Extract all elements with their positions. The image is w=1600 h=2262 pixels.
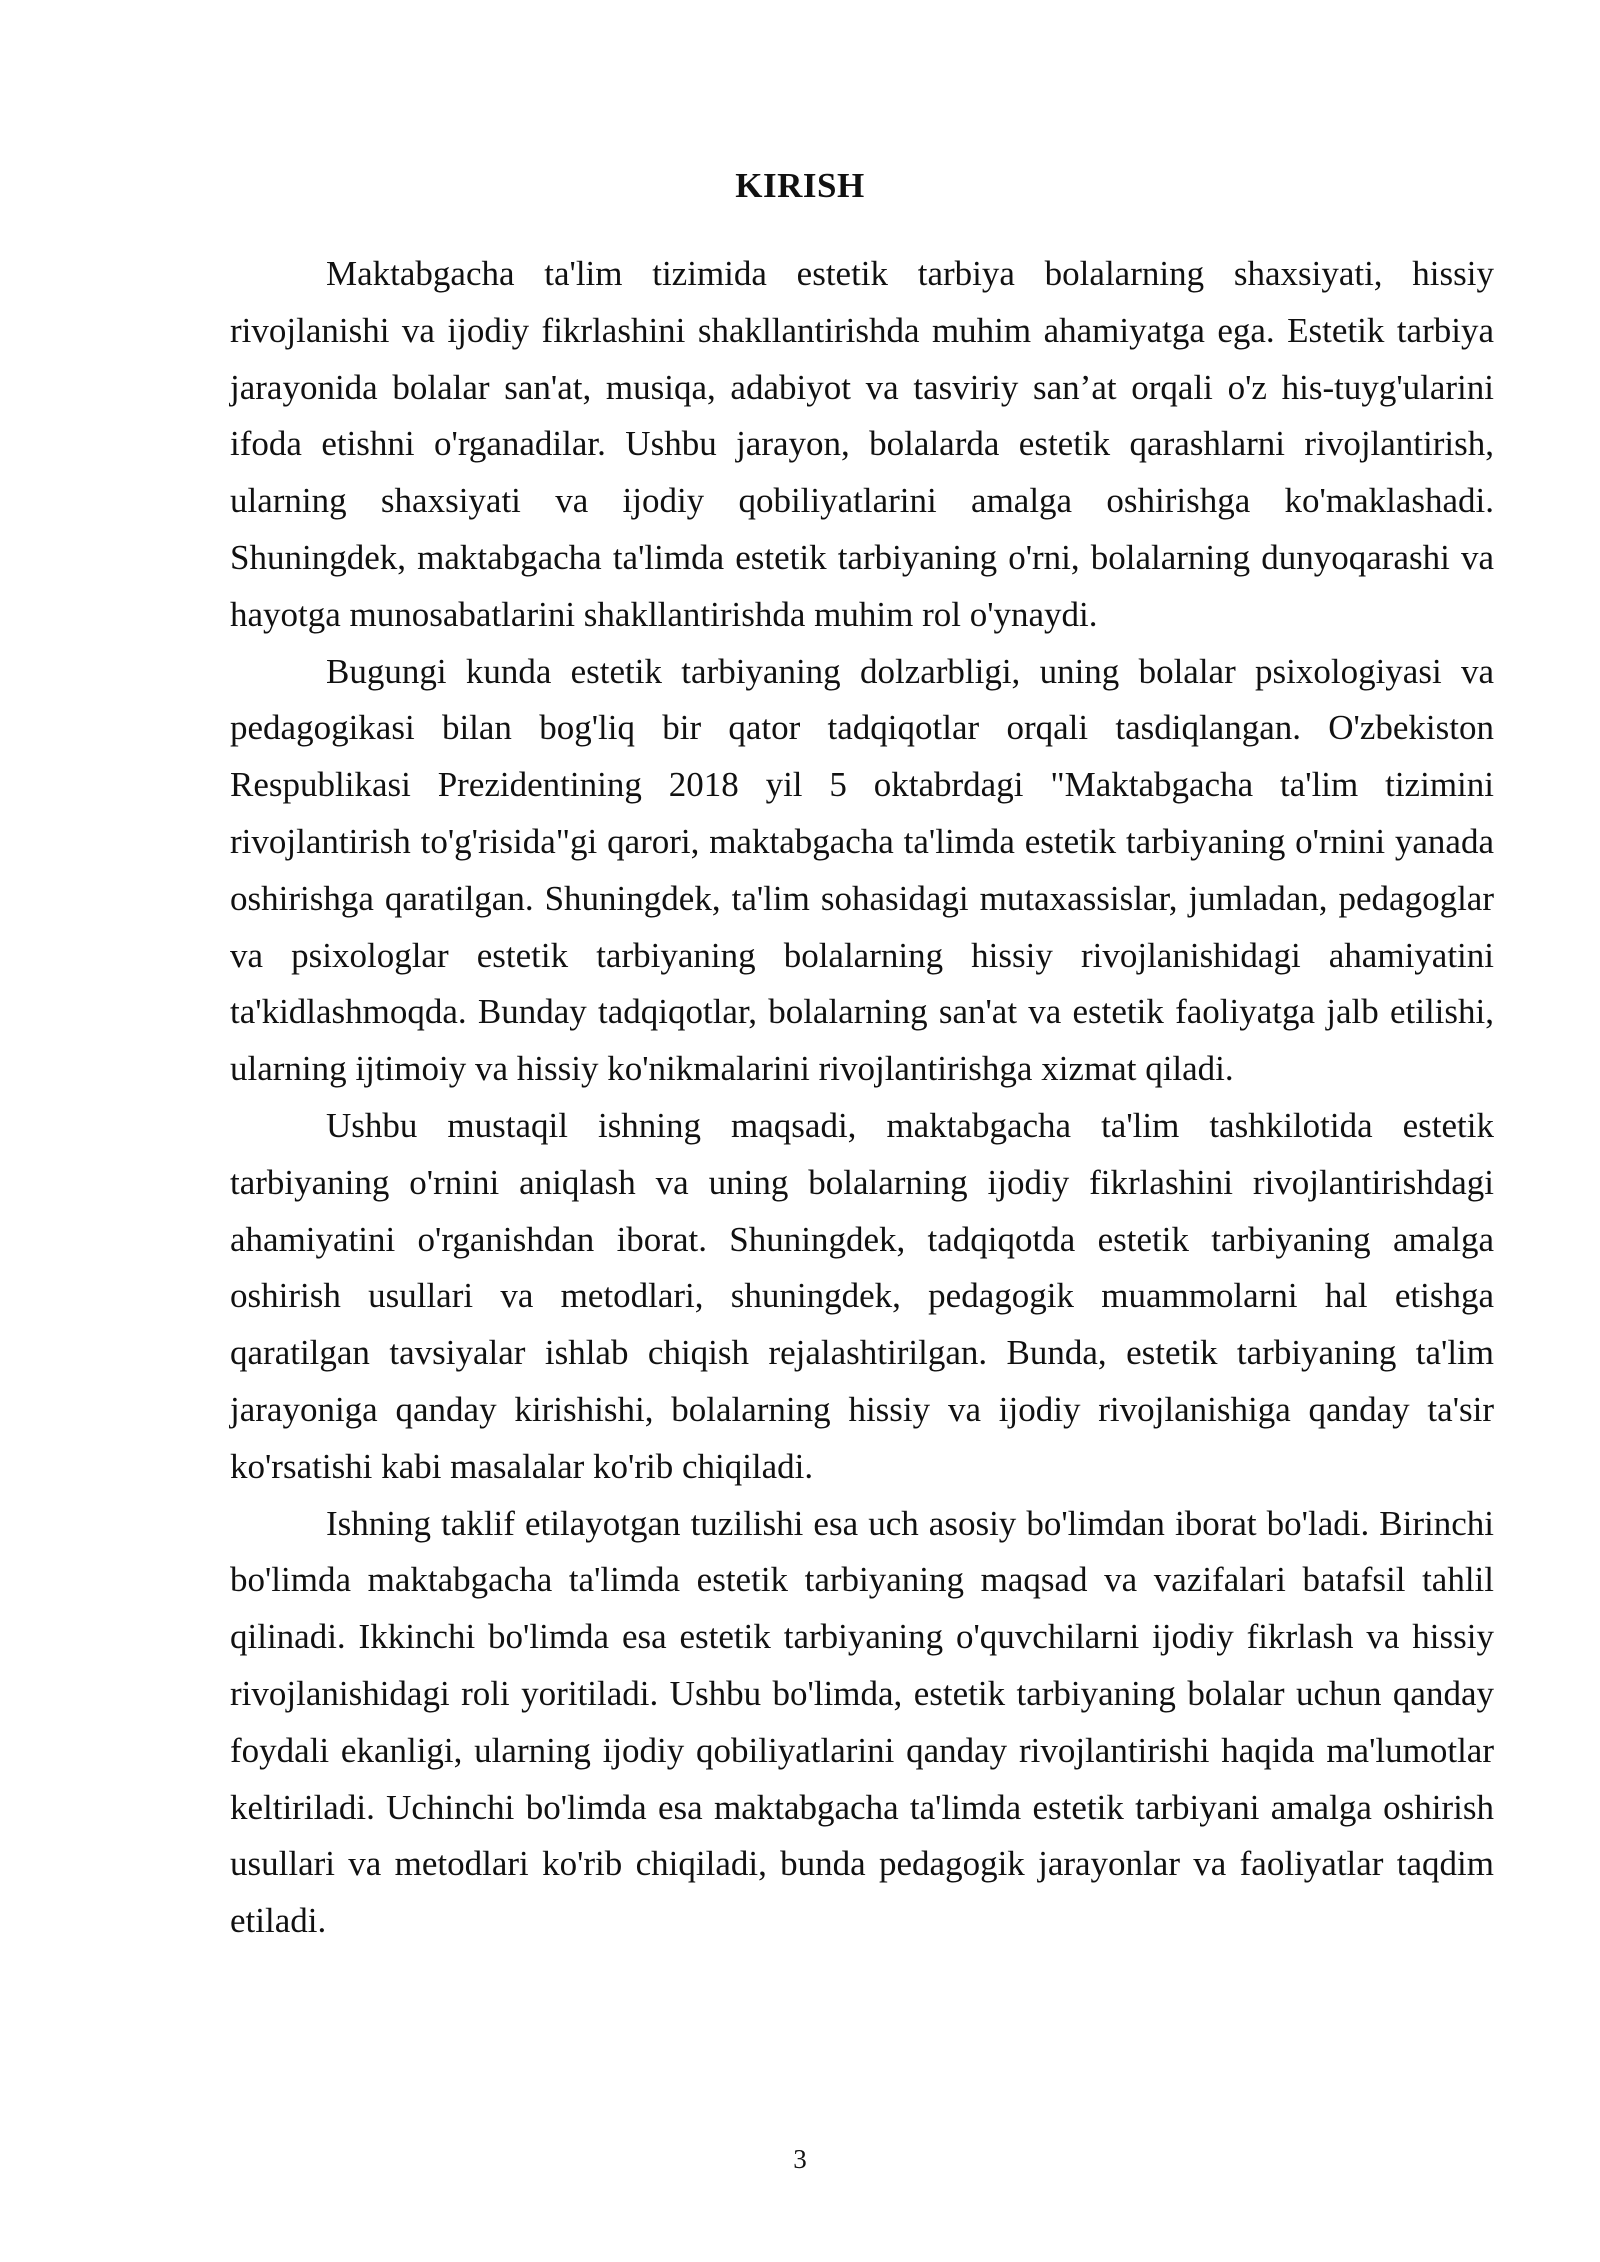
paragraph-4: Ishning taklif etilayotgan tuzilishi esa uch asosiy bo'limdan iborat bo'ladi. Birinchi bo'limda maktabgacha ta'limda estetik tarbiyaning maqsad va vazifalari batafsil tahlil qilinadi. Ikkinchi bo'limda esa estetik tarbiyaning o'quvchilarni ijodiy fikrlash va hissiy rivojlanishidagi roli yoritiladi. Ushbu bo'limda, estetik tarbiyaning bolalar uchun qanday foydali ekanligi, ularning ijodiy qobiliyatlarini qanday rivojlantirishi haqida ma'lumotlar keltiriladi. Uchinchi bo'limda esa maktabgacha ta'limda estetik tarbiyani amalga oshirish usullari va metodlari ko'rib chiqiladi, bunda pedagogik jarayonlar va faoliyatlar taqdim etiladi. [230,1503,1494,1941]
paragraph-2: Bugungi kunda estetik tarbiyaning dolzarbligi, uning bolalar psixologiyasi va pedagogikasi bilan bog'liq bir qator tadqiqotlar orqali tasdiqlangan. O'zbekiston Respublikasi Prezidentining 2018 yil 5 oktabrdagi "Maktabgacha ta'lim tizimini rivojlantirish to'g'risida"gi qarori, maktabgacha ta'limda estetik tarbiyaning o'rnini yanada oshirishga qaratilgan. Shuningdek, ta'lim sohasidagi mutaxassislar, jumladan, pedagoglar va psixologlar estetik tarbiyaning bolalarning hissiy rivojlanishidagi ahamiyatini ta'kidlashmoqda. Bunday tadqiqotlar, bolalarning san'at va estetik faoliyatga jalb etilishi, ularning ijtimoiy va hissiy ko'nikmalarini rivojlantirishga xizmat qiladi. [230,651,1494,1089]
page-number: 3 [793,2144,807,2174]
paragraph-1: Maktabgacha ta'lim tizimida estetik tarbiya bolalarning shaxsiyati, hissiy rivojlanishi va ijodiy fikrlashini shakllantirishda muhim ahamiyatga ega. Estetik tarbiya jarayonida bolalar san'at, musiqa, adabiyot va tasviriy san’at orqali o'z his-tuyg'ularini ifoda etishni o'rganadilar. Ushbu jarayon, bolalarda estetik qarashlarni rivojlantirish, ularning shaxsiyati va ijodiy qobiliyatlarini amalga oshirishga ko'maklashadi. Shuningdek, maktabgacha ta'limda estetik tarbiyaning o'rni, bolalarning dunyoqarashi va hayotga munosabatlarini shakllantirishda muhim rol o'ynaydi. [230,254,1494,634]
section-heading: KIRISH [735,166,865,205]
body-text [230,246,1494,1950]
paragraph-3: Ushbu mustaqil ishning maqsadi, maktabgacha ta'lim tashkilotida estetik tarbiyaning o'rnini aniqlash va uning bolalarning ijodiy fikrlashini rivojlantirishdagi ahamiyatini o'rganishdan iborat. Shuningdek, tadqiqotda estetik tarbiyaning amalga oshirish usullari va metodlari, shuningdek, pedagogik muammolarni hal etishga qaratilgan tavsiyalar ishlab chiqish rejalashtirilgan. Bunda, estetik tarbiyaning ta'lim jarayoniga qanday kirishishi, bolalarning hissiy va ijodiy rivojlanishiga qanday ta'sir ko'rsatishi kabi masalalar ko'rib chiqiladi. [230,1105,1494,1486]
